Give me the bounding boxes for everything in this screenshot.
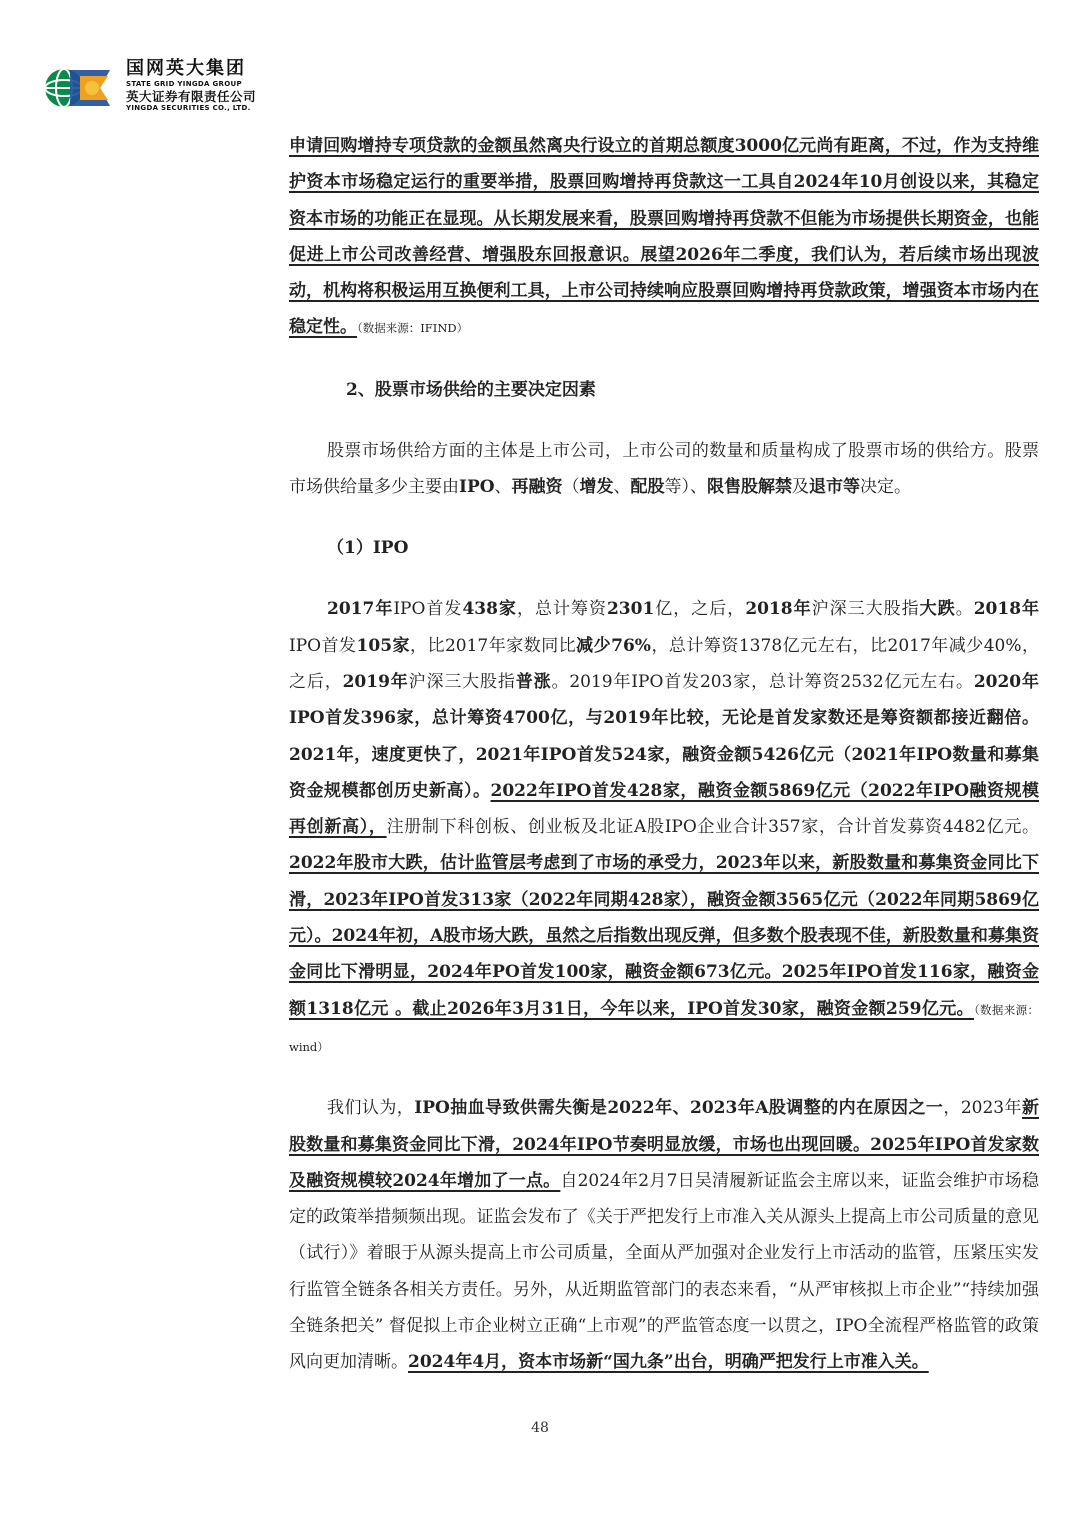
paragraph-ipo-history: 2017年IPO首发438家，总计筹资2301亿，之后，2018年沪深三大股指大跌。2018年IPO首发105家，比2017年家数同比减少76%，总计筹资1378亿元左右，比2017年减少40%，之后，2019年沪深三大股指普涨。2019年IPO首发203家，总计筹资2532亿元左右。2020年IPO首发396家，总计筹资4700亿，与2019年比较，无论是首发家数还是筹资额都接近翻倍。2021年，速度更快了，2021年IPO首发524家，融资金额5426亿元（2021年IPO数量和募集资金规模都创历史新高）。2022年IPO首发428家，融资金额5869亿元（2022年IPO融资规模再创新高），注册制下科创板、创业板及北证A股IPO企业合计357家，合计首发募资4482亿元。2022年股市大跌，估计监管层考虑到了市场的承受力，2023年以来，新股数量和募集资金同比下滑，2023年IPO首发313家（2022年同期428家），融资金额3565亿元（2022年同期5869亿元）。2024年初，A股市场大跌，虽然之后指数出现反弹，但多数个股表现不佳，新股数量和募集资金同比下滑明显，2024年PO首发100家，融资金额673亿元。2025年IPO首发116家，融资金额1318亿元 。截止2026年3月31日，今年以来，IPO首发30家，融资金额259亿元。（数据来源：wind） (289, 599, 1040, 1054)
document-body (289, 128, 1039, 1381)
company-name-en: YINGDA SECURITIES CO., LTD. (126, 104, 251, 112)
subsection-heading-ipo: （1）IPO (327, 538, 409, 559)
letterhead (40, 58, 340, 128)
data-source-note: （数据来源：IFIND） (357, 321, 469, 336)
paragraph-buyback-loans (289, 128, 1039, 347)
group-name-cn: 国网英大集团 (126, 58, 246, 79)
paragraph-ipo-view: 我们认为，IPO抽血导致供需失衡是2022年、2023年A股调整的内在原因之一，2023年新股数量和募集资金同比下滑，2024年IPO节奏明显放缓，市场也出现回暖。2025年IPO首发家数及融资规模较2024年增加了一点。自2024年2月7日吴清履新证监会主席以来，证监会维护市场稳定的政策举措频频出现。证监会发布了《关于严把发行上市准入关从源头上提高上市公司质量的意见（试行）》着眼于从源头提高上市公司质量，全面从严加强对企业发行上市活动的监管，压紧压实发行监管全链条各相关方责任。另外，从近期监管部门的表态来看，“从严审核拟上市企业”“持续加强全链条把关” 督促拟上市企业树立正确“上市观”的严监管态度一以贯之，IPO全流程严格监管的政策风向更加清晰。2024年4月，资本市场新“国九条”出台，明确严把发行上市准入关。 (289, 1098, 1039, 1373)
company-name-cn: 英大证券有限责任公司 (126, 89, 257, 104)
data-source-note: （数据来源：wind） (289, 1002, 1039, 1054)
bold-underlined-text: 申请回购增持专项贷款的金额虽然离央行设立的首期总额度3000亿元尚有距离，不过，作为支持维护资本市场稳定运行的重要举措，股票回购增持再贷款这一工具自2024年10月创设以来，其稳定资本市场的功能正在显现。从长期发展来看，股票回购增持再贷款不但能为市场提供长期资金，也能促进上市公司改善经营、增强股东回报意识。展望2026年二季度，我们认为，若后续市场出现波动，机构将积极运用互换便利工具，上市公司持续响应股票回购增持再贷款政策，增强资本市场内在稳定性。 (289, 136, 1039, 338)
company-logo-icon (40, 62, 120, 114)
group-name-en: STATE GRID YINGDA GROUP (126, 80, 242, 88)
paragraph-supply-factors: 股票市场供给方面的主体是上市公司，上市公司的数量和质量构成了股票市场的供给方。股票市场供给量多少主要由IPO、再融资（增发、配股等）、限售股解禁及退市等决定。 (289, 440, 1039, 498)
page-number: 48 (531, 1420, 549, 1436)
section-heading: 2、股票市场供给的主要决定因素 (346, 379, 596, 400)
